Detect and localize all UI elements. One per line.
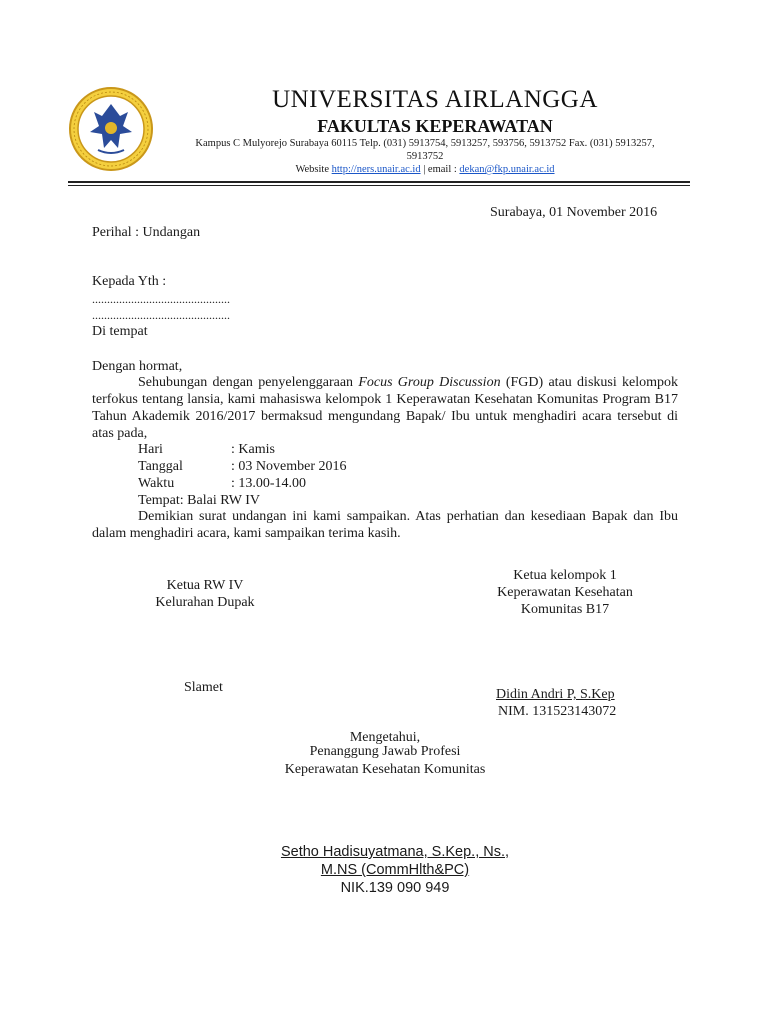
detail-time-value: : 13.00-14.00 (231, 476, 307, 491)
detail-day-value: : Kamis (231, 442, 275, 457)
website-link[interactable]: http://ners.unair.ac.id (331, 164, 421, 175)
right-signer-nim: NIM. 131523143072 (498, 704, 617, 719)
center-signer-nik: NIK.139 090 949 (340, 880, 450, 896)
recipient-blank-1: .............................................. (92, 292, 230, 306)
recipient-place: Di tempat (92, 324, 148, 339)
university-name: UNIVERSITAS AIRLANGGA (272, 86, 598, 113)
subject-value: Undangan (142, 225, 201, 240)
subject-label: Perihal : (92, 225, 140, 240)
center-signer-title-2: Keperawatan Kesehatan Komunitas (284, 762, 486, 777)
header-divider-thin (68, 185, 690, 186)
website-label: Website (295, 164, 330, 175)
email-label: | email : (423, 164, 457, 175)
center-signer-name-2: M.NS (CommHlth&PC) (320, 862, 470, 878)
website-line (190, 164, 660, 175)
left-signer-name: Slamet (184, 680, 223, 695)
acknowledge-label: Mengetahui, (349, 730, 421, 745)
subject-line (92, 224, 200, 241)
recipient-blank-2: .............................................. (92, 308, 230, 322)
body-paragraph (92, 374, 678, 442)
faculty-address: Kampus C Mulyorejo Surabaya 60115 Telp. (031) 5913754, 5913257, 593756, 5913752 Fax. (031) 5913257, 5913752 (195, 138, 655, 162)
body-text-post: (FGD) atau diskusi kelompok terfokus tentang lansia, kami mahasiswa kelompok 1 Keperawatan Kesehatan Komunitas Program B17 Tahun Akademik 2016/2017 bermaksud mengundang Bapak/ Ibu untuk menghadiri acara tersebut di atas pada, (92, 375, 679, 441)
detail-date-value: : 03 November 2016 (231, 459, 347, 474)
email-link[interactable]: dekan@fkp.unair.ac.id (459, 164, 555, 175)
closing-paragraph: Demikian surat undangan ini kami sampaikan. Atas perhatian dan kesediaan Bapak dan Ibu dalam menghadiri acara, kami sampaikan terima kasih. (92, 509, 678, 541)
detail-time-label: Waktu (138, 476, 175, 491)
left-signer-title-1: Ketua RW IV (166, 578, 244, 593)
center-signer-name-1: Setho Hadisuyatmana, S.Kep., Ns., (280, 844, 510, 860)
detail-date-label: Tanggal (138, 459, 183, 474)
letter-date: Surabaya, 01 November 2016 (490, 205, 658, 220)
header-divider-thick (68, 181, 690, 183)
faculty-name: FAKULTAS KEPERAWATAN (317, 116, 553, 136)
body-text-pre: Sehubungan dengan penyelenggaraan (138, 375, 354, 390)
salutation: Dengan hormat, (92, 359, 183, 374)
detail-place: Tempat: Balai RW IV (138, 493, 261, 508)
right-signer-title-3: Komunitas B17 (520, 602, 610, 617)
detail-day-label: Hari (138, 442, 163, 457)
recipient-label: Kepada Yth : (92, 274, 167, 289)
center-signer-title-1: Penanggung Jawab Profesi (309, 744, 461, 759)
right-signer-title-1: Ketua kelompok 1 (513, 568, 617, 583)
right-signer-name: Didin Andri P, S.Kep (496, 687, 615, 702)
left-signer-title-2: Kelurahan Dupak (155, 595, 255, 610)
right-signer-title-2: Keperawatan Kesehatan (497, 585, 633, 600)
university-seal-logo (68, 86, 154, 172)
body-text-italic: Focus Group Discussion (358, 375, 501, 390)
